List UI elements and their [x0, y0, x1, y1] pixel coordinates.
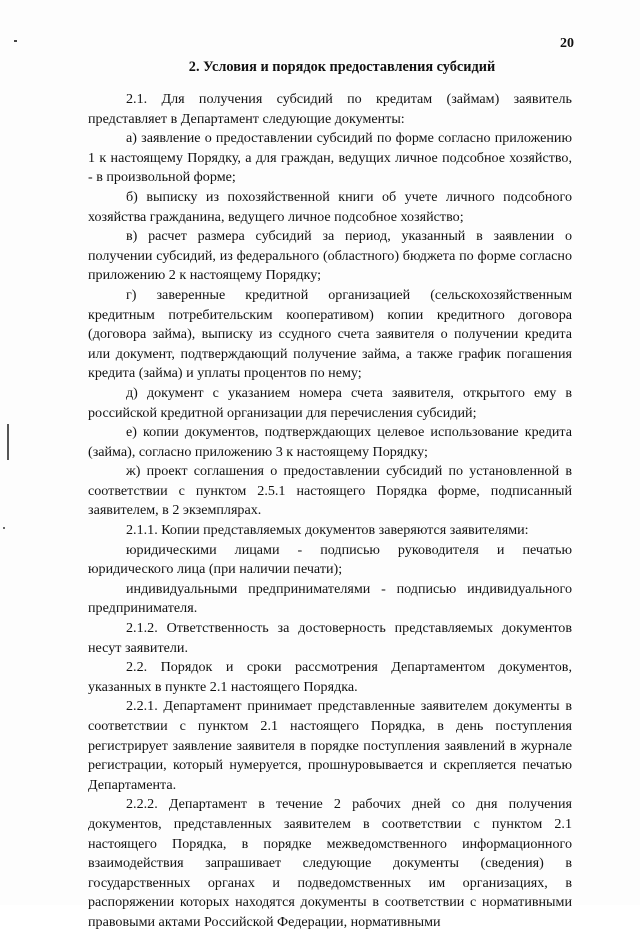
paragraph-2-2-1: 2.2.1. Департамент принимает представленные заявителем документы в соответствии с пунктом 2.1 настоящего Порядка, в день поступления регистрирует заявление заявителя в порядке поступления заявлений в журнале регистрации, который нумеруется, прошнуровывается и скрепляется печатью Департамента.	[88, 698, 572, 793]
page-number: 20	[560, 36, 574, 51]
paragraph-2-2-2: 2.2.2. Департамент в течение 2 рабочих дней со дня получения документов, представленных заявителем в соответствии с пунктом 2.1 настоящего Порядка, в порядке межведомственного информационного взаимодействия запрашивает следующие документы (сведения) в государственных органах и подведомственных им организациях, в распоряжении которых находятся документы в соответствии с нормативными правовыми актами Российской Федерации, нормативными	[88, 796, 572, 930]
paragraph-item-e: е) копии документов, подтверждающих целевое использование кредита (займа), согласно приложению 3 к настоящему Порядку;	[88, 424, 572, 460]
paragraph-2-1-2: 2.1.2. Ответственность за достоверность представляемых документов несут заявители.	[88, 620, 572, 656]
scan-mark	[3, 527, 5, 529]
paragraph-2-2: 2.2. Порядок и сроки рассмотрения Департаментом документов, указанных в пункте 2.1 настоящего Порядка.	[88, 659, 572, 695]
paragraph-2-1-1: 2.1.1. Копии представляемых документов заверяются заявителями:	[126, 522, 529, 539]
section-heading: 2. Условия и порядок предоставления субсидий	[188, 59, 496, 75]
scan-margin-line	[7, 424, 9, 460]
paragraph-item-b: б) выписку из похозяйственной книги об учете личного подсобного хозяйства гражданина, ведущего личное подсобное хозяйство;	[88, 188, 572, 225]
paragraph-item-a: а) заявление о предоставлении субсидий по форме согласно приложению 1 к настоящему Порядку, а для граждан, ведущих личное подсобное хозяйство, - в произвольной форме;	[88, 130, 572, 186]
paragraph-item-d: д) документ с указанием номера счета заявителя, открытого ему в российской кредитной организации для перечисления субсидий;	[88, 384, 572, 421]
scan-mark	[14, 40, 17, 42]
document-body	[88, 90, 572, 933]
paragraph-item-g: г) заверенные кредитной организацией (сельскохозяйственным кредитным потребительским кооперативом) копии кредитного договора (договора займа), выписку из ссудного счета заявителя о получении кредита или документ, подтверждающий получение займа, а также график погашения кредита (займа) и уплаты процентов по нему;	[88, 286, 572, 382]
paragraph-item-zh: ж) проект соглашения о предоставлении субсидий по установленной в соответствии с пунктом 2.5.1 настоящего Порядка форме, подписанный заявителем, в 2 экземплярах.	[88, 463, 572, 519]
paragraph-2-1: 2.1. Для получения субсидий по кредитам (займам) заявитель представляет в Департамент следующие документы:	[88, 91, 572, 127]
paragraph-legal-entities: юридическими лицами - подписью руководителя и печатью юридического лица (при наличии печати);	[88, 541, 572, 578]
paragraph-entrepreneurs: индивидуальными предпринимателями - подписью индивидуального предпринимателя.	[88, 580, 572, 617]
paragraph-item-v: в) расчет размера субсидий за период, указанный в заявлении о получении субсидий, из федерального (областного) бюджета по форме согласно приложению 2 к настоящему Порядку;	[88, 228, 572, 284]
